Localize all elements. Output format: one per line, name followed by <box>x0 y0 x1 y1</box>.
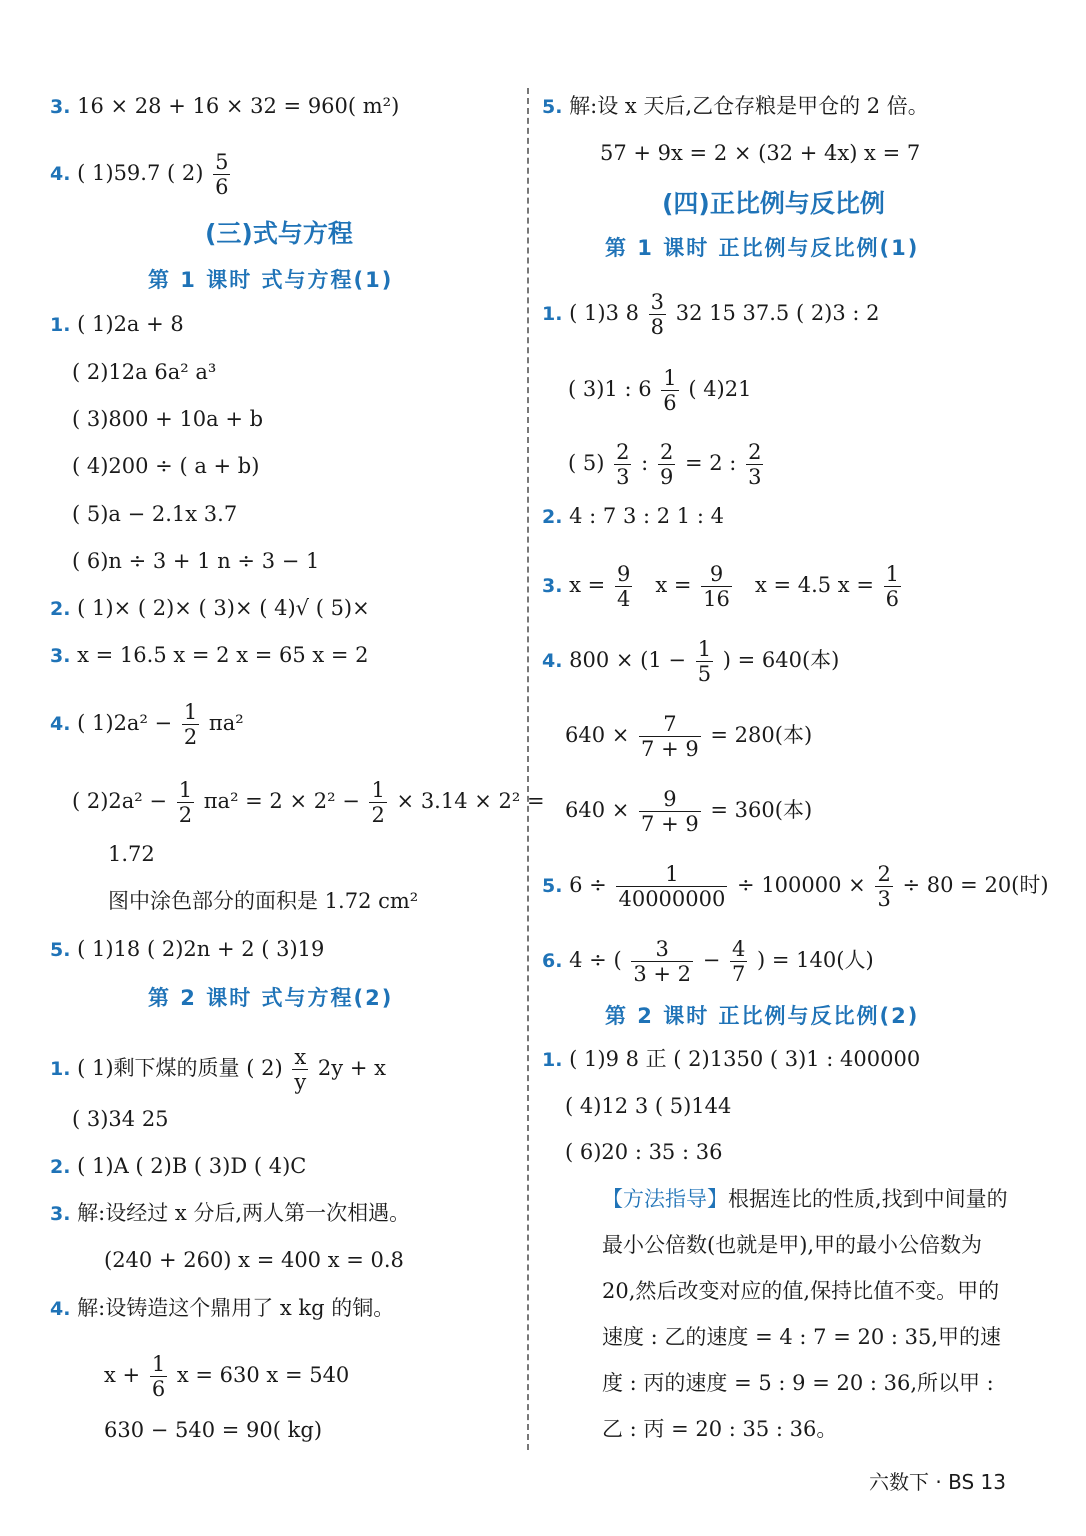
answer-line: ( 4)12 3 ( 5)144 <box>565 1094 732 1118</box>
answer-line: ( 3)34 25 <box>72 1107 169 1131</box>
fraction: $\frac{3}{8}$ <box>650 290 665 339</box>
answer-line: ( 3)1 : 6 $\frac{1}{6}$ ( 4)21 <box>568 366 752 415</box>
lesson-heading: 第 1 课时 正比例与反比例(1) <box>605 236 920 260</box>
section-heading: (三)式与方程 <box>205 219 353 248</box>
answer-line: 640 × $\frac{9}{7 + 9}$ = 360(本) <box>565 787 813 836</box>
fraction: $\frac{1}{2}$ <box>371 778 385 827</box>
section-heading: (四)正比例与反比例 <box>662 189 885 218</box>
answer-line: 5. ( 1)18 ( 2)2n + 2 ( 3)19 <box>50 937 325 961</box>
answer-line: 57 + 9x = 2 × (32 + 4x) x = 7 <box>600 141 921 165</box>
fraction: $\frac{2}{3}$ <box>877 862 891 911</box>
answer-line: 1. ( 1)9 8 正 ( 2)1350 ( 3)1 : 400000 <box>542 1047 921 1071</box>
page-footer: 六数下 · BS 13 <box>869 1470 1006 1494</box>
answer-line: ( 5)a − 2.1x 3.7 <box>72 502 238 526</box>
answer-line: 4. 800 × (1 − $\frac{1}{5}$ ) = 640(本) <box>542 637 840 686</box>
fraction: $\frac{9}{7 + 9}$ <box>641 787 699 836</box>
answer-line: ( 6)n ÷ 3 + 1 n ÷ 3 − 1 <box>72 549 320 573</box>
answer-line: 1. ( 1)2a + 8 <box>50 312 184 336</box>
answer-line: 3. 解:设经过 x 分后,两人第一次相遇。 <box>50 1201 411 1225</box>
method-tip: 【方法指导】根据连比的性质,找到中间量的最小公倍数(也就是甲),甲的最小公倍数为 20,然后改变对应的值,保持比值不变。甲的速度 : 乙的速度 = 4 : 7 = 20 : 35,甲的速度 : 丙的速度 = 5 : 9 = 20 : 36,所以甲 : 乙 : 丙 = 20 : 35 : 36。 <box>602 1187 1008 1441</box>
answer-line: ( 6)20 : 35 : 36 <box>565 1140 723 1164</box>
fraction: $\frac{1}{6}$ <box>885 562 899 611</box>
answer-line: 630 − 540 = 90( kg) <box>104 1418 323 1442</box>
fraction: $\frac{9}{4}$ <box>616 562 631 611</box>
answer-line: (240 + 260) x = 400 x = 0.8 <box>104 1248 404 1272</box>
answer-line: ( 4)200 ÷ ( a + b) <box>72 454 260 478</box>
answer-line: 3. 16 × 28 + 16 × 32 = 960( m²) <box>50 94 400 118</box>
answer-line: ( 5) $\frac{2}{3}$ : $\frac{2}{9}$ = 2 : $\frac{2}{3}$ <box>568 440 762 489</box>
fraction: $\frac{3}{3 + 2}$ <box>633 937 691 986</box>
answer-line: 2. ( 1)A ( 2)B ( 3)D ( 4)C <box>50 1154 307 1178</box>
fraction: $\frac{1}{40000000}$ <box>618 862 726 911</box>
fraction: $\frac{1}{2}$ <box>183 700 198 749</box>
lesson-heading: 第 2 课时 式与方程(2) <box>148 986 394 1010</box>
answer-line: 图中涂色部分的面积是 1.72 cm² <box>108 889 419 913</box>
answer-line: 4. ( 1)2a² − $\frac{1}{2}$ πa² <box>50 700 244 749</box>
answer-line: ( 2)12a 6a² a³ <box>72 360 217 384</box>
lesson-heading: 第 2 课时 正比例与反比例(2) <box>605 1004 920 1028</box>
answer-line: 5. 6 ÷ $\frac{1}{40000000}$ ÷ 100000 × $\frac{2}{3}$ ÷ 80 = 20(时) <box>542 862 1049 911</box>
fraction: $\frac{2}{9}$ <box>659 440 674 489</box>
answer-line: 1. ( 1)3 8 $\frac{3}{8}$ 32 15 37.5 ( 2)3 : 2 <box>542 290 880 339</box>
answer-line: 6. 4 ÷ ( $\frac{3}{3 + 2}$ − $\frac{4}{7}$ ) = 140(人) <box>542 937 874 986</box>
answer-line: 1. ( 1)剩下煤的质量 ( 2) $\frac{x}{y}$ 2y + x <box>50 1045 386 1094</box>
method-tip-tag: 【方法指导】 <box>602 1187 728 1211</box>
fraction: $\frac{1}{6}$ <box>151 1352 166 1401</box>
column-divider <box>527 88 529 1450</box>
answer-line: 640 × $\frac{7}{7 + 9}$ = 280(本) <box>565 712 813 761</box>
fraction: $\frac{4}{7}$ <box>731 937 746 986</box>
fraction: $\frac{2}{3}$ <box>616 440 630 489</box>
answer-line: x + $\frac{1}{6}$ x = 630 x = 540 <box>104 1352 350 1401</box>
answer-line: 5. 解:设 x 天后,乙仓存粮是甲仓的 2 倍。 <box>542 94 929 118</box>
fraction: $\frac{x}{y}$ <box>294 1045 307 1094</box>
answer-line: 3. x = 16.5 x = 2 x = 65 x = 2 <box>50 643 369 667</box>
fraction: $\frac{1}{6}$ <box>663 366 677 415</box>
fraction: $\frac{1}{2}$ <box>178 778 193 827</box>
answer-line: 3. x = $\frac{9}{4}$ x = $\frac{9}{16}$ x = 4.5 x = $\frac{1}{6}$ <box>542 562 899 611</box>
fraction: $\frac{7}{7 + 9}$ <box>641 712 699 761</box>
answer-line: ( 2)2a² − $\frac{1}{2}$ πa² = 2 × 2² − $\frac{1}{2}$ × 3.14 × 2² = <box>72 778 545 827</box>
answer-line: 1.72 <box>108 842 155 866</box>
answer-line: 2. ( 1)× ( 2)× ( 3)× ( 4)√ ( 5)× <box>50 596 370 620</box>
fraction: $\frac{2}{3}$ <box>748 440 762 489</box>
lesson-heading: 第 1 课时 式与方程(1) <box>148 268 394 292</box>
fraction: $\frac{1}{5}$ <box>697 637 712 686</box>
answer-line: 4. ( 1)59.7 ( 2) $\frac{5}{6}$ <box>50 150 229 199</box>
answer-line: 2. 4 : 7 3 : 2 1 : 4 <box>542 504 724 528</box>
answer-line: 4. 解:设铸造这个鼎用了 x kg 的铜。 <box>50 1296 395 1320</box>
fraction: $\frac{9}{16}$ <box>703 562 730 611</box>
answer-line: ( 3)800 + 10a + b <box>72 407 264 431</box>
fraction: $\frac{5}{6}$ <box>215 150 229 199</box>
